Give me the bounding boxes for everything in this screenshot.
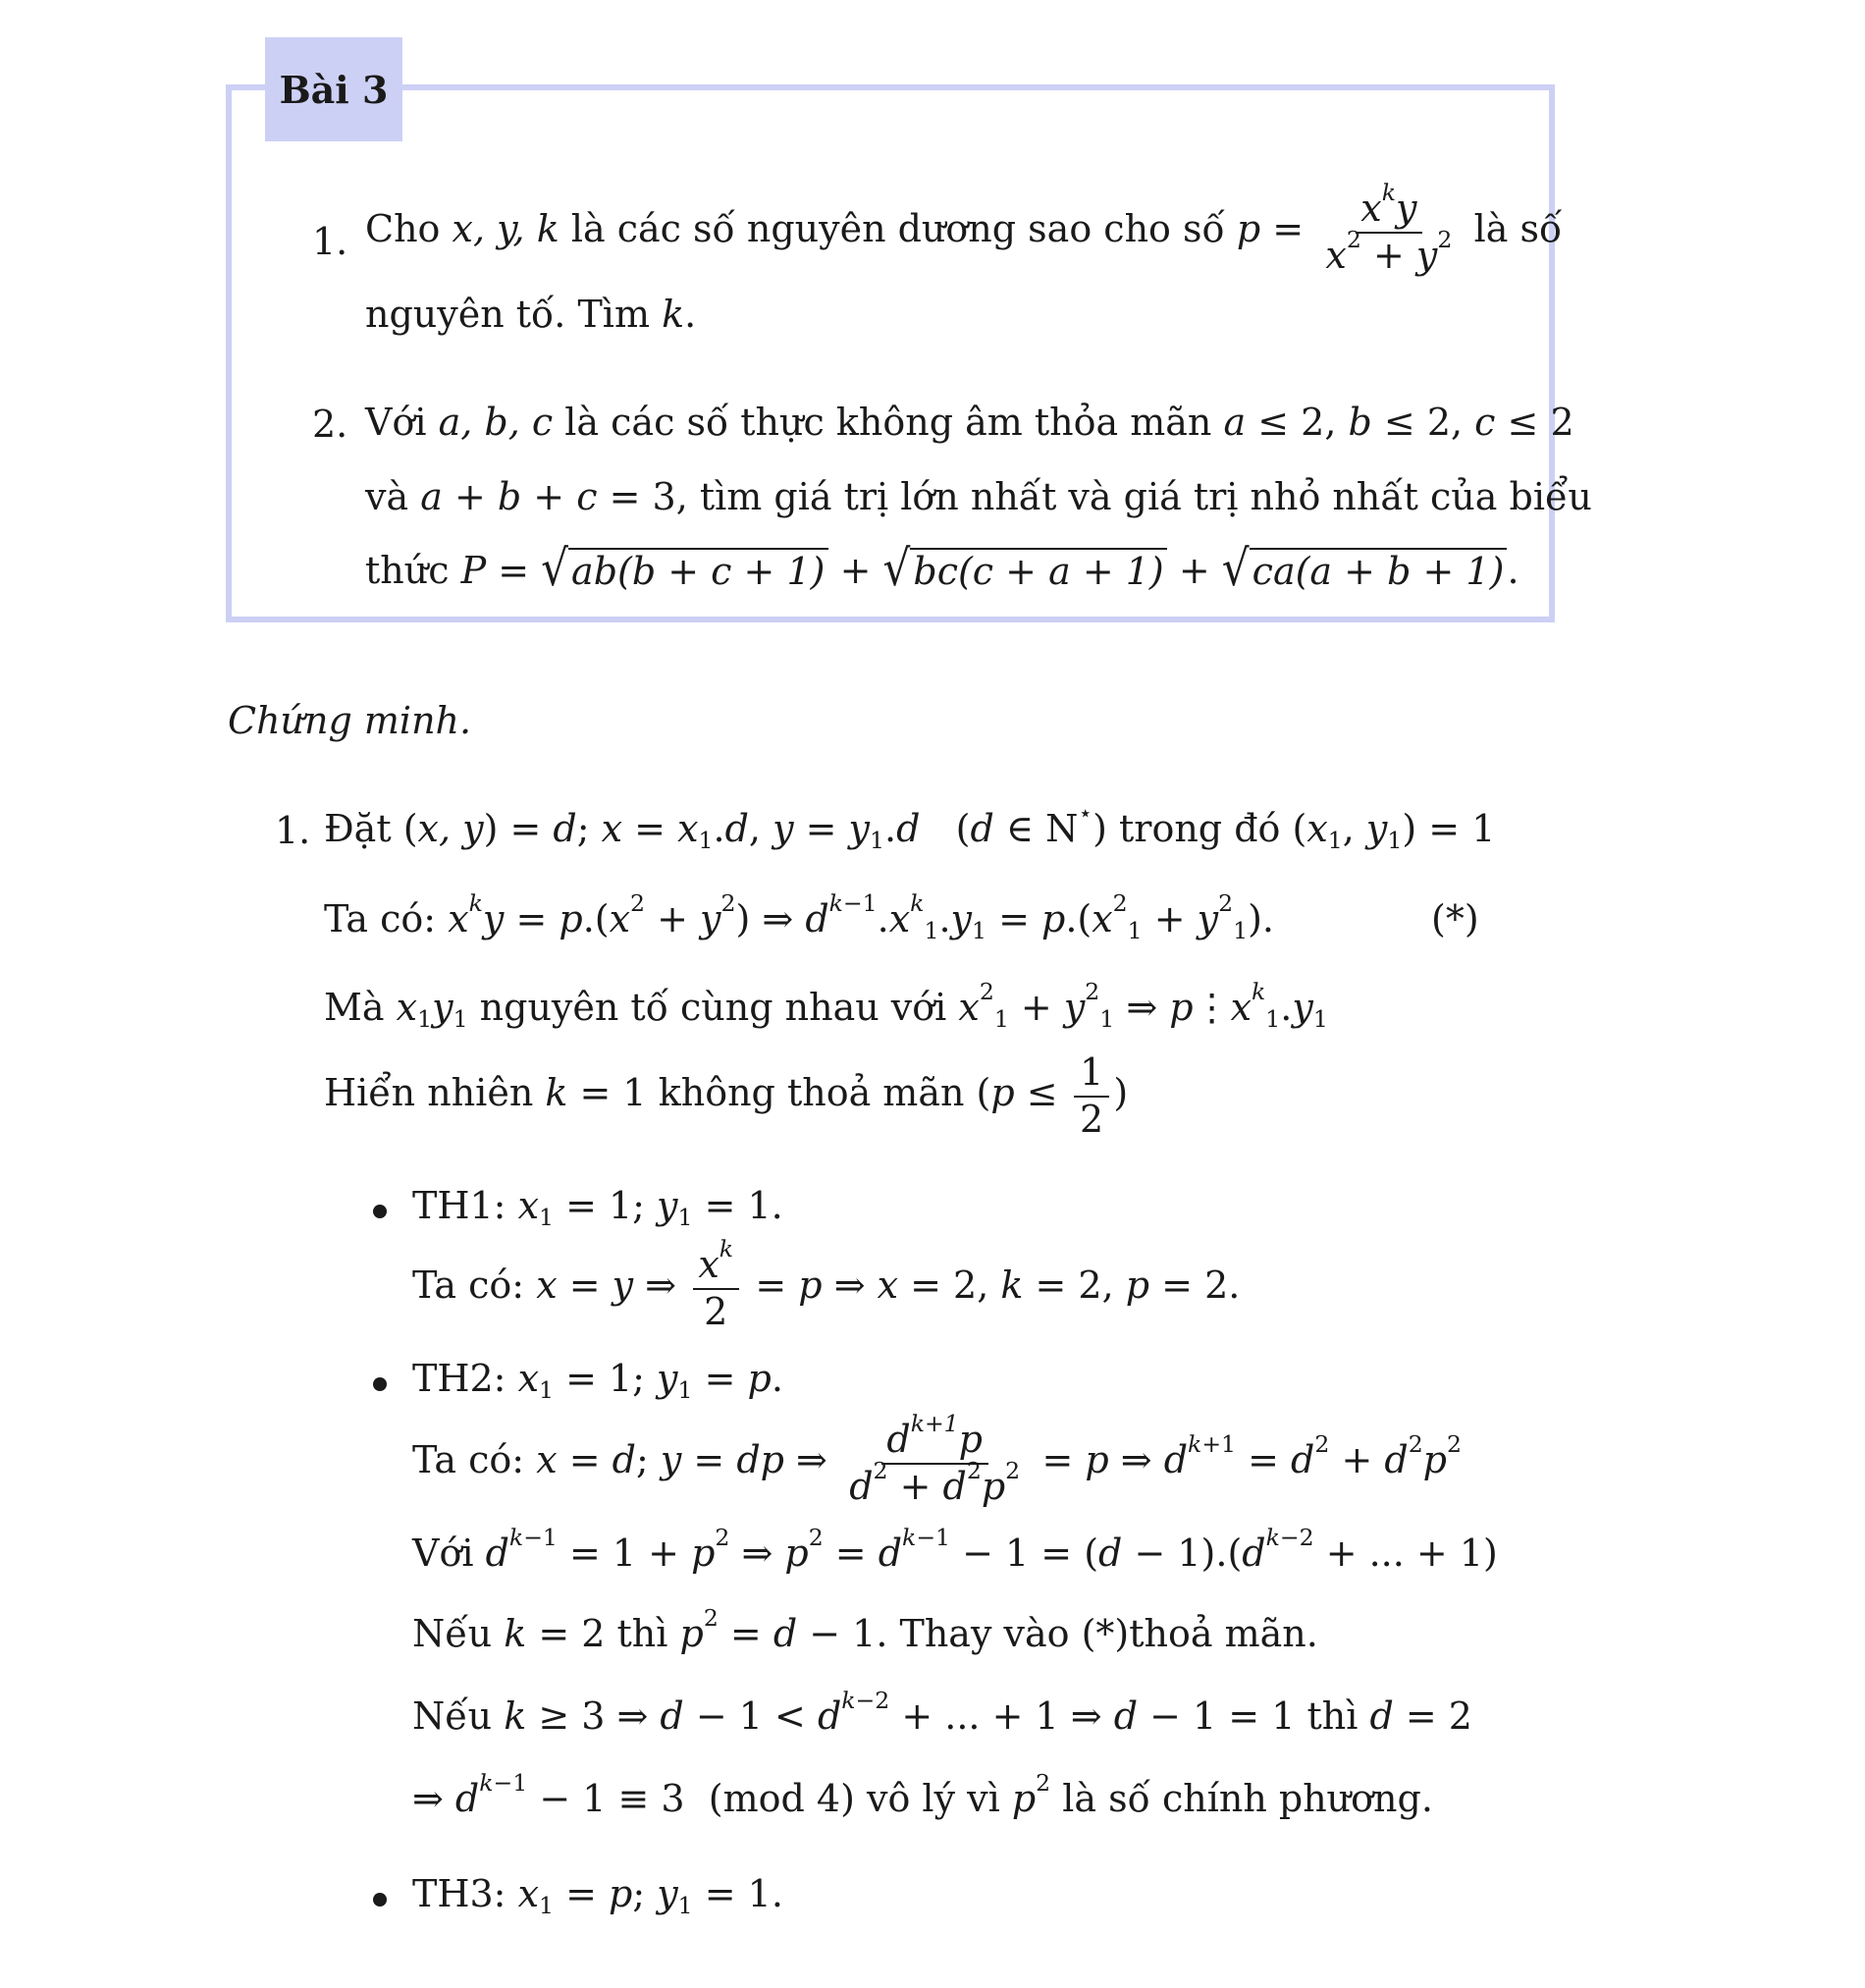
equation-tag: (*) xyxy=(1431,897,1479,940)
proof-step-1-number: 1. xyxy=(275,809,311,852)
proof-heading: Chứng minh. xyxy=(228,699,472,742)
problem-item-2-line-1: Với a, b, c là các số thực không âm thỏa mãn a ≤ 2, b ≤ 2, c ≤ 2 xyxy=(365,401,1574,444)
proof-step-1-line-1: Đặt (x, y) = d; $x = x_1.d$, $y = y_1.d$ (d ∈ N⋆) trong đó ($x_1$, $y_1) = 1$ xyxy=(324,798,1496,855)
th2-line-3: Với $d^{k-1} = 1 + p^2$ ⇒ $p^2 = d^{k-1} - 1 = (d - 1).(d^{k-2}$ + ... + 1) xyxy=(412,1523,1498,1575)
problem-item-2-line-2: và a + b + c = 3, tìm giá trị lớn nhất và giá trị nhỏ nhất của biểu xyxy=(365,475,1592,518)
th2-line-6: ⇒ $d^{k-1} - 1 \equiv 3$ (mod 4) vô lý vì $p^2$ là số chính phương. xyxy=(412,1768,1433,1820)
bullet-th3 xyxy=(373,1893,387,1907)
bullet-th1 xyxy=(373,1205,387,1218)
problem-item-1-number: 1. xyxy=(312,220,348,263)
bullet-th2 xyxy=(373,1377,387,1391)
th3-line-1: TH3: $x_1 = p$; $y_1 = 1$. xyxy=(412,1872,783,1920)
th2-line-4: Nếu k = 2 thì $p^2 = d - 1$. Thay vào (*)thoả mãn. xyxy=(412,1603,1318,1655)
proof-step-1-line-2: Ta có: $x^ky = p.(x^2 + y^2)$ ⇒ $d^{k-1}.x^k_1.y_1 = p.(x^2_1 + y^2_1)$. xyxy=(324,888,1274,945)
problem-item-1-line-1: Cho x, y, k là các số nguyên dương sao cho số p = $\frac{x^ky}{x^2 + y^2}$ là số xyxy=(365,178,1563,277)
th1-line-1: TH1: $x_1 = 1$; $y_1 = 1$. xyxy=(412,1184,783,1232)
th2-line-1: TH2: $x_1 = 1$; $y_1 = p$. xyxy=(412,1357,783,1405)
proof-step-1-line-4: Hiển nhiên k = 1 không thoả mãn (p ≤ $\frac{1}{2}$ ) xyxy=(324,1050,1129,1141)
problem-label: Bài 3 xyxy=(265,37,402,141)
th2-line-5: Nếu k ≥ 3 ⇒ $d - 1 < d^{k-2}$ + ... + 1 ⇒ d − 1 = 1 thì d = 2 xyxy=(412,1686,1472,1738)
proof-step-1-line-3: Mà $x_1y_1$ nguyên tố cùng nhau với $x^2_1 + y^2_1$ ⇒ $p⋮x^k_1.y_1$ xyxy=(324,977,1328,1034)
th2-line-2: Ta có: x = d; y = dp ⇒ $\frac{d^{k+1}p}{d^2 + d^2p^2}$ = p ⇒ $d^{k+1} = d^2 + d^2p^2$ xyxy=(412,1409,1462,1508)
th1-line-2: Ta có: x = y ⇒ $\frac{x^k}{2}$ = p ⇒ x = 2, k = 2, p = 2. xyxy=(412,1234,1241,1333)
problem-item-1-line-2: nguyên tố. Tìm k. xyxy=(365,293,697,336)
problem-item-2-number: 2. xyxy=(312,403,348,446)
problem-item-2-line-3: thức P = √ ab(b + c + 1) + √ bc(c + a + 1) + √ ca(a + b + 1) . xyxy=(365,539,1519,598)
